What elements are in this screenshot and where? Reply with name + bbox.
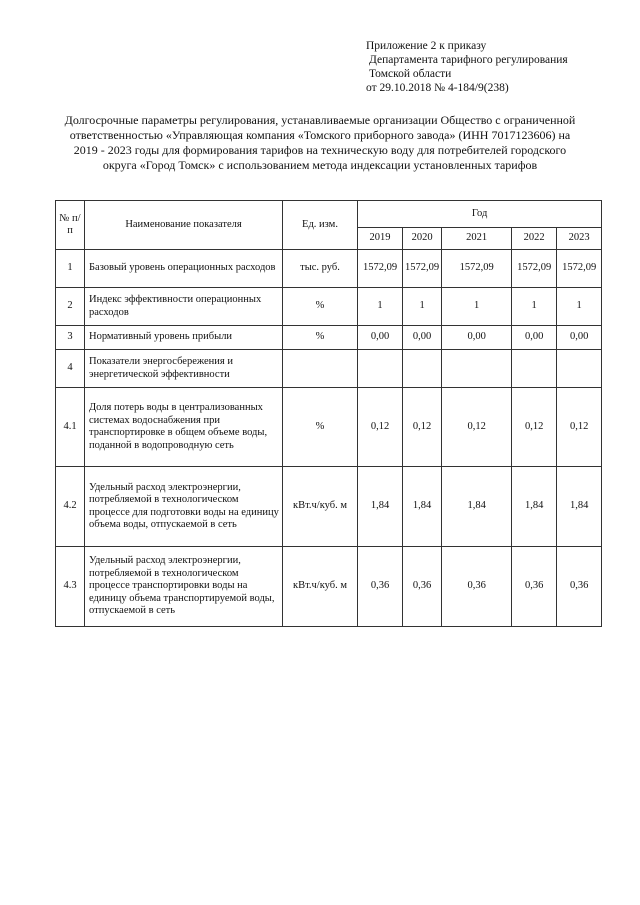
appendix-header <box>366 39 568 95</box>
header-year-cell: 2022 <box>512 228 557 250</box>
row-value <box>358 350 403 388</box>
row-num: 4.3 <box>56 547 85 627</box>
header-year: Год <box>358 201 602 228</box>
parameters-table <box>55 200 602 627</box>
row-value: 0,12 <box>442 388 512 467</box>
row-value: 1 <box>442 288 512 326</box>
row-value: 0,36 <box>403 547 442 627</box>
row-value: 1,84 <box>403 467 442 547</box>
row-name: Индекс эффективности операционных расходов <box>85 288 283 326</box>
row-unit: % <box>283 288 358 326</box>
row-value: 0,00 <box>557 326 602 350</box>
header-name: Наименование показателя <box>85 201 283 250</box>
row-value <box>512 350 557 388</box>
document-title: Долгосрочные параметры регулирования, устанавливаемые организации Общество с ограниченной ответственностью «Управляющая компания «Томского приборного завода» (ИНН 7017123606) на 2019 - 2023 годы для формирования тарифов на техническую воду для потребителей городского округа «Город Томск» с использованием метода индексации установленных тарифов <box>64 113 576 172</box>
row-value: 0,00 <box>512 326 557 350</box>
row-unit: % <box>283 326 358 350</box>
row-num: 3 <box>56 326 85 350</box>
row-name: Базовый уровень операционных расходов <box>85 250 283 288</box>
row-unit: кВт.ч/куб. м <box>283 547 358 627</box>
row-value: 0,36 <box>512 547 557 627</box>
row-value: 1,84 <box>512 467 557 547</box>
appendix-line: Приложение 2 к приказу <box>366 40 487 52</box>
header-unit: Ед. изм. <box>283 201 358 250</box>
header-year-cell: 2023 <box>557 228 602 250</box>
row-unit: кВт.ч/куб. м <box>283 467 358 547</box>
table-row <box>56 288 602 326</box>
table-row <box>56 388 602 467</box>
row-value: 1572,09 <box>557 250 602 288</box>
header-year-cell: 2019 <box>358 228 403 250</box>
row-value: 1572,09 <box>403 250 442 288</box>
row-value: 0,00 <box>442 326 512 350</box>
row-value: 0,12 <box>557 388 602 467</box>
row-value: 1,84 <box>358 467 403 547</box>
row-value: 0,36 <box>358 547 403 627</box>
row-value: 0,12 <box>358 388 403 467</box>
row-value <box>442 350 512 388</box>
row-unit: % <box>283 388 358 467</box>
row-value: 0,36 <box>557 547 602 627</box>
header-num: № п/п <box>56 201 85 250</box>
row-value: 0,36 <box>442 547 512 627</box>
appendix-line: Департамента тарифного регулирования <box>369 54 568 66</box>
row-num: 1 <box>56 250 85 288</box>
header-year-cell: 2021 <box>442 228 512 250</box>
table-row <box>56 350 602 388</box>
row-value <box>403 350 442 388</box>
row-value: 1572,09 <box>512 250 557 288</box>
row-value: 0,00 <box>403 326 442 350</box>
row-value: 0,12 <box>403 388 442 467</box>
table-row <box>56 547 602 627</box>
row-value: 0,12 <box>512 388 557 467</box>
row-name: Нормативный уровень прибыли <box>85 326 283 350</box>
header-year-cell: 2020 <box>403 228 442 250</box>
appendix-line: от 29.10.2018 № 4-184/9(238) <box>366 82 509 94</box>
row-value: 1 <box>358 288 403 326</box>
row-value: 0,00 <box>358 326 403 350</box>
row-name: Показатели энергосбережения и энергетической эффективности <box>85 350 283 388</box>
row-num: 4.1 <box>56 388 85 467</box>
row-value: 1572,09 <box>442 250 512 288</box>
row-value: 1 <box>403 288 442 326</box>
table-row <box>56 326 602 350</box>
row-value: 1572,09 <box>358 250 403 288</box>
row-value: 1,84 <box>442 467 512 547</box>
row-num: 4 <box>56 350 85 388</box>
table-row <box>56 467 602 547</box>
row-value: 1,84 <box>557 467 602 547</box>
row-value: 1 <box>557 288 602 326</box>
row-num: 2 <box>56 288 85 326</box>
row-value: 1 <box>512 288 557 326</box>
row-name: Удельный расход электроэнергии, потребляемой в технологическом процессе для подготовки воды на единицу объема воды, отпускаемой в сеть <box>85 467 283 547</box>
row-name: Доля потерь воды в централизованных системах водоснабжения при транспортировке в общем объеме воды, поданной в водопроводную сеть <box>85 388 283 467</box>
appendix-line: Томской области <box>369 68 452 80</box>
row-unit: тыс. руб. <box>283 250 358 288</box>
row-name: Удельный расход электроэнергии, потребляемой в технологическом процессе транспортировки воды на единицу объема транспортируемой воды, отпускаемой в сеть <box>85 547 283 627</box>
row-num: 4.2 <box>56 467 85 547</box>
table-row <box>56 250 602 288</box>
row-value <box>557 350 602 388</box>
row-unit <box>283 350 358 388</box>
